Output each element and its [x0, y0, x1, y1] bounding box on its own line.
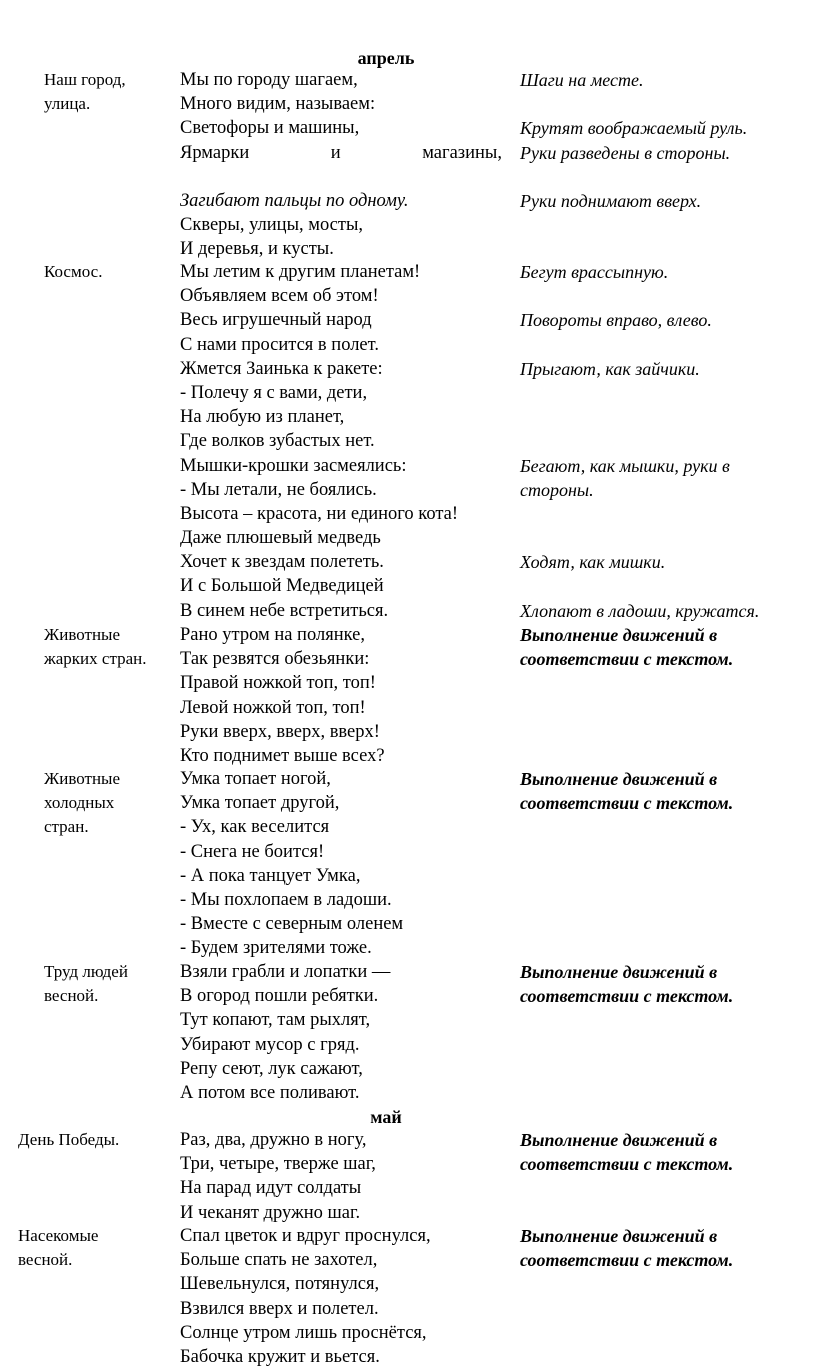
- poem-line: Жмется Заинька к ракете:: [180, 358, 383, 379]
- poem-line: Три, четыре, тверже шаг,: [180, 1154, 376, 1175]
- poem-line: И с Большой Медведицей: [180, 576, 384, 597]
- poem-text: [180, 1224, 431, 1369]
- section-topic: [44, 623, 146, 671]
- poem-line: Умка топает ногой,: [180, 769, 331, 789]
- poem-line: И чеканят дружно шаг.: [180, 1202, 361, 1223]
- poem-line: Взяли грабли и лопатки —: [180, 962, 391, 982]
- poem-line: Много видим, называем:: [180, 94, 376, 115]
- movement-instruction: Бегут врассыпную.: [520, 262, 669, 282]
- poem-text: [180, 623, 385, 768]
- topic-line: стран.: [44, 817, 89, 837]
- poem-line: На парад идут солдаты: [180, 1178, 362, 1199]
- movement-instruction: соответствии с текстом.: [520, 649, 734, 670]
- movement-instruction: соответствии с текстом.: [520, 1250, 734, 1271]
- poem-line: Взвился вверх и полетел.: [180, 1298, 379, 1319]
- poem-line: - Снега не боится!: [180, 841, 325, 862]
- poem-line: На любую из планет,: [180, 407, 345, 428]
- poem-line: А потом все поливают.: [180, 1082, 360, 1103]
- poem-line: Спал цветок и вдруг проснулся,: [180, 1226, 431, 1246]
- section-topic: [44, 767, 120, 840]
- section-topic: [18, 1128, 119, 1152]
- poem-line: Весь игрушечный народ: [180, 310, 372, 331]
- poem-line: Левой ножкой топ, топ!: [180, 697, 366, 718]
- poem-line: Убирают мусор с гряд.: [180, 1034, 360, 1055]
- poem-line: Раз, два, дружно в ногу,: [180, 1130, 367, 1150]
- poem-line: Мы летим к другим планетам!: [180, 262, 421, 282]
- poem-line: - Мы похлопаем в ладоши.: [180, 889, 392, 910]
- movement-instruction: соответствии с текстом.: [520, 793, 734, 814]
- poem-text: [180, 1128, 376, 1225]
- poem-line: Скверы, улицы, мосты,: [180, 215, 364, 236]
- movement-instruction: Выполнение движений в: [520, 625, 718, 645]
- movement-instruction: Выполнение движений в: [520, 769, 718, 789]
- movement-instruction: Шаги на месте.: [520, 70, 644, 90]
- poem-line: В огород пошли ребятки.: [180, 986, 379, 1007]
- poem-line: Даже плюшевый медведь: [180, 528, 381, 549]
- poem-word: и: [330, 142, 341, 163]
- poem-text: [180, 68, 502, 262]
- poem-line: Солнце утром лишь проснётся,: [180, 1322, 427, 1343]
- movement-instruction: Повороты вправо, влево.: [520, 310, 712, 331]
- section-topic: [44, 68, 126, 116]
- movement-instruction: Выполнение движений в: [520, 1226, 718, 1246]
- poem-line: Шевельнулся, потянулся,: [180, 1274, 380, 1295]
- poem-line: Умка топает другой,: [180, 793, 340, 814]
- poem-line: Загибают пальцы по одному.: [180, 190, 409, 211]
- poem-line: - Вместе с северным оленем: [180, 914, 404, 935]
- movement-instruction: соответствии с текстом.: [520, 986, 734, 1007]
- poem-word: Ярмарки: [180, 142, 250, 163]
- movement-instruction: Ходят, как мишки.: [520, 552, 666, 573]
- topic-line: Животные: [44, 625, 121, 644]
- poem-line: И деревья, и кусты.: [180, 239, 334, 260]
- poem-line: Объявляем всем об этом!: [180, 286, 379, 307]
- poem-line: Высота – красота, ни единого кота!: [180, 503, 459, 524]
- poem-line: В синем небе встретиться.: [180, 600, 389, 621]
- topic-line: жарких стран.: [44, 649, 147, 669]
- topic-line: Космос.: [44, 262, 103, 281]
- poem-line: Мы по городу шагаем,: [180, 70, 358, 90]
- poem-line: - Будем зрителями тоже.: [180, 938, 372, 959]
- poem-text: [180, 767, 403, 961]
- section-topic: [18, 1224, 98, 1272]
- poem-line: Репу сеют, лук сажают,: [180, 1058, 363, 1079]
- poem-word: магазины,: [422, 142, 502, 163]
- topic-line: Животные: [44, 769, 121, 788]
- topic-line: Труд людей: [44, 962, 128, 981]
- poem-line: Где волков зубастых нет.: [180, 431, 375, 452]
- movement-instruction: Прыгают, как зайчики.: [520, 358, 700, 379]
- movement-instruction: Бегают, как мышки, руки в: [520, 455, 730, 476]
- topic-line: холодных: [44, 793, 115, 813]
- movement-instruction: стороны.: [520, 479, 594, 500]
- movement-instruction: Руки разведены в стороны.: [520, 142, 731, 163]
- poem-line: - А пока танцует Умка,: [180, 865, 361, 886]
- movement-instruction: Хлопают в ладоши, кружатся.: [520, 600, 760, 621]
- movement-instruction: соответствии с текстом.: [520, 1154, 734, 1175]
- topic-line: День Победы.: [18, 1130, 120, 1149]
- poem-line: - Мы летали, не боялись.: [180, 479, 377, 500]
- poem-line: - Полечу я с вами, дети,: [180, 382, 368, 403]
- poem-line: Больше спать не захотел,: [180, 1250, 378, 1271]
- movement-instruction: Руки поднимают вверх.: [520, 191, 702, 211]
- topic-line: весной.: [18, 1250, 73, 1270]
- poem-line: [180, 141, 502, 165]
- poem-line: [180, 165, 502, 189]
- poem-line: Так резвятся обезьянки:: [180, 649, 370, 670]
- poem-line: Правой ножкой топ, топ!: [180, 673, 376, 694]
- month-heading-may: май: [370, 1107, 402, 1127]
- month-heading-april: апрель: [357, 48, 415, 68]
- section-topic: [44, 260, 102, 284]
- poem-line: - Ух, как веселится: [180, 817, 330, 838]
- poem-text: [180, 260, 458, 623]
- poem-text: [180, 960, 390, 1105]
- poem-line: Кто поднимет выше всех?: [180, 745, 385, 766]
- section-topic: [44, 960, 128, 1008]
- poem-line: Хочет к звездам полететь.: [180, 552, 384, 573]
- poem-line: Светофоры и машины,: [180, 118, 360, 139]
- poem-line: Бабочка кружит и вьется.: [180, 1346, 380, 1367]
- topic-line: улица.: [44, 94, 91, 114]
- poem-line: С нами просится в полет.: [180, 334, 379, 355]
- movement-instruction: Крутят воображаемый руль.: [520, 118, 748, 139]
- poem-line: Рано утром на полянке,: [180, 625, 365, 645]
- topic-line: весной.: [44, 986, 99, 1006]
- movement-instruction: Выполнение движений в: [520, 1130, 718, 1150]
- poem-line: Тут копают, там рыхлят,: [180, 1010, 371, 1031]
- poem-line: Руки вверх, вверх, вверх!: [180, 721, 380, 742]
- topic-line: Насекомые: [18, 1226, 99, 1245]
- topic-line: Наш город,: [44, 70, 126, 89]
- poem-line: Мышки-крошки засмеялись:: [180, 455, 407, 476]
- movement-instruction: Выполнение движений в: [520, 962, 718, 982]
